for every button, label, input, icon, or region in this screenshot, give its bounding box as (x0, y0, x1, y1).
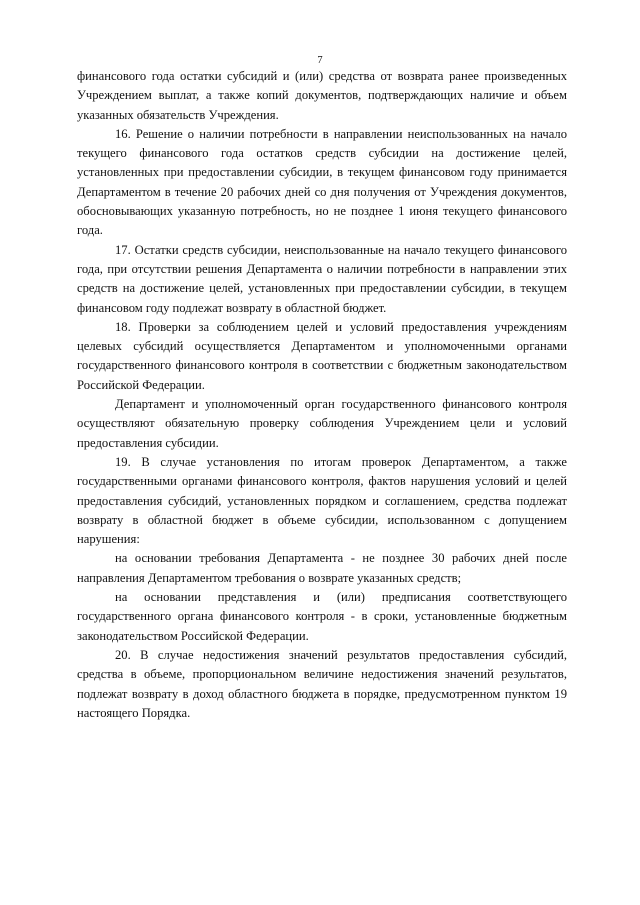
page-number: 7 (317, 55, 323, 66)
paragraph-18: 18. Проверки за соблюдением целей и условий предоставления учреждениям целевых субсидий осуществляется Департаментом и уполномоченными органами государственного финансового контроля в соответствии с бюджетным законодательством Российской Федерации. (77, 319, 567, 392)
document-body (77, 67, 567, 723)
paragraph-19: 19. В случае установления по итогам проверок Департаментом, а также государственными органами финансового контроля, фактов нарушения условий и целей предоставления субсидий, установленных порядком и соглашением, средства подлежат возврату в областной бюджет в объеме субсидии, использованном с допущением нарушения: (77, 454, 567, 547)
paragraph-18-verification: Департамент и уполномоченный орган государственного финансового контроля осуществляют обязательную проверку соблюдения Учреждением цели и условий предоставления субсидии. (77, 397, 567, 450)
paragraph-continuation: финансового года остатки субсидий и (или) средства от возврата ранее произведенных Учреждением выплат, а также копий документов, подтверждающих наличие и объем указанных обязательств Учреждения. (77, 69, 567, 122)
paragraph-20: 20. В случае недостижения значений результатов предоставления субсидий, средства в объеме, пропорциональном величине недостижения значений результатов, подлежат возврату в доход областного бюджета в порядке, предусмотренном пунктом 19 настоящего Порядка. (77, 647, 567, 720)
paragraph-17: 17. Остатки средств субсидии, неиспользованные на начало текущего финансового года, при отсутствии решения Департамента о наличии потребности в направлении этих средств на достижение целей, установленных при предоставлении субсидии, в текущем финансовом году подлежат возврату в областной бюджет. (77, 242, 567, 315)
paragraph-19-control-order: на основании представления и (или) предписания соответствующего государственного органа финансового контроля - в сроки, установленные бюджетным законодательством Российской Федерации. (77, 590, 567, 643)
paragraph-19-department-demand: на основании требования Департамента - не позднее 30 рабочих дней после направления Департаментом требования о возврате указанных средств; (77, 551, 567, 585)
paragraph-16: 16. Решение о наличии потребности в направлении неиспользованных на начало текущего финансового года остатков средств субсидии на достижение целей, установленных при предоставлении субсидии, в текущем финансовом году принимается Департаментом в течение 20 рабочих дней со дня получения от Учреждения документов, обосновывающих указанную потребность, но не позднее 1 июня текущего финансового года. (77, 126, 567, 238)
